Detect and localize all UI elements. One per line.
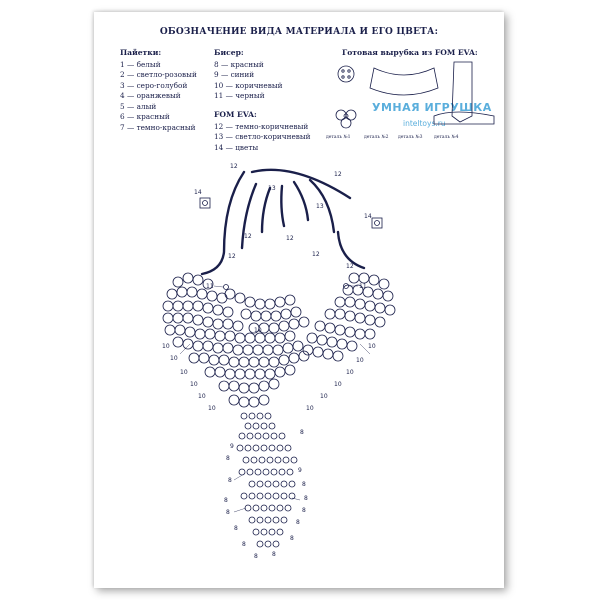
label-hair: 13 — [316, 203, 324, 210]
label-bead-8: 8 — [224, 497, 228, 504]
label-bead-10: 10 — [208, 405, 216, 412]
bead-item: 9 — синий — [214, 70, 255, 79]
detail-1-button-icon — [338, 66, 354, 82]
label-hair: 12 — [312, 251, 320, 258]
label-bead-8: 8 — [302, 507, 306, 514]
label-bead-8: 8 — [234, 525, 238, 532]
bead-item: 10 — коричневый — [214, 80, 283, 90]
sequin-item: 6 — красный — [120, 112, 170, 121]
label-hair: 13 — [268, 185, 276, 192]
fom-item: 12 — темно-коричневый — [214, 121, 309, 131]
sequin-item: 3 — серо-голубой — [120, 80, 188, 90]
hair-strands — [202, 170, 364, 274]
flower-left — [200, 198, 210, 208]
label-bead-8: 8 — [226, 509, 230, 516]
label-bead-10: 10 — [180, 369, 188, 376]
label-bead-8: 8 — [304, 495, 308, 502]
label-bead-9: 9 — [298, 467, 302, 474]
label-bead-10: 10 — [198, 393, 206, 400]
detail-label: деталь №3 — [398, 135, 423, 140]
sequins-heading: Пайетки: — [120, 48, 162, 57]
label-hair: 12 — [228, 253, 236, 260]
detail-1-flower-icon — [336, 110, 356, 128]
label-flower: 14 — [194, 189, 202, 196]
bead-11-right — [344, 284, 349, 289]
label-bead-11: 11 — [359, 283, 367, 290]
label-bead-9: 9 — [230, 443, 234, 450]
label-hair: 12 — [244, 233, 252, 240]
sequin-item: 4 — оранжевый — [120, 91, 181, 100]
label-bead-10: 10 — [190, 381, 198, 388]
label-hair: 12 — [346, 263, 354, 270]
bead-item: 8 — красный — [214, 59, 264, 69]
detail-label: деталь №1 — [326, 135, 351, 140]
bead-column — [237, 413, 297, 547]
page-title: ОБОЗНАЧЕНИЕ ВИДА МАТЕРИАЛА И ЕГО ЦВЕТА: — [159, 27, 439, 37]
label-bead-8: 8 — [302, 481, 306, 488]
label-bead-10: 10 — [334, 381, 342, 388]
pattern-sheet — [94, 12, 504, 588]
sequin-item: 2 — светло-розовый — [120, 70, 197, 79]
label-bead-10: 10 — [368, 343, 376, 350]
label-bead-10: 10 — [306, 405, 314, 412]
label-bead-8: 8 — [254, 553, 258, 560]
bead-item: 11 — черный — [214, 91, 265, 100]
label-bead-8: 8 — [296, 519, 300, 526]
sequin-item: 1 — белый — [120, 59, 161, 69]
detail-label: деталь №4 — [434, 135, 459, 140]
watermark-url: inteltoys.ru — [403, 119, 446, 128]
detail-label: деталь №2 — [364, 135, 389, 140]
label-hair: 12 — [230, 163, 238, 170]
label-bead-10: 10 — [346, 369, 354, 376]
label-bead-8: 8 — [290, 535, 294, 542]
label-bead-10: 10 — [254, 327, 262, 334]
label-bead-8: 8 — [272, 551, 276, 558]
label-bead-10: 10 — [356, 357, 364, 364]
fom-heading: FOM EVA: — [214, 110, 257, 119]
label-bead-8: 8 — [300, 429, 304, 436]
label-bead-8: 8 — [226, 455, 230, 462]
bead-11-left — [224, 285, 229, 290]
beads-heading: Бисер: — [214, 48, 244, 57]
sequin-item: 5 — алый — [120, 101, 157, 111]
detail-2-collar-icon — [370, 68, 438, 95]
label-hair: 12 — [286, 235, 294, 242]
label-bead-8: 8 — [228, 477, 232, 484]
sequin-field — [163, 273, 395, 407]
sequin-item: 7 — темно-красный — [120, 122, 196, 132]
fom-item: 13 — светло-коричневый — [214, 132, 311, 141]
label-bead-8: 8 — [242, 541, 246, 548]
label-bead-11: 11 — [206, 283, 214, 290]
leader-lines — [180, 286, 370, 512]
ready-cut-heading: Готовая вырубка из FOM EVA: — [342, 48, 478, 57]
label-hair: 12 — [334, 171, 342, 178]
label-flower: 14 — [364, 213, 372, 220]
fom-item: 14 — цветы — [214, 142, 259, 152]
label-bead-10: 10 — [170, 355, 178, 362]
watermark-brand: УМНАЯ ИГРУШКА — [372, 101, 492, 114]
label-bead-10: 10 — [320, 393, 328, 400]
embroidery-diagram — [94, 12, 504, 588]
label-bead-10: 10 — [162, 343, 170, 350]
flower-right — [372, 218, 382, 228]
detail-3-sole-icon — [434, 112, 494, 124]
detail-4-boot-icon — [452, 62, 472, 122]
